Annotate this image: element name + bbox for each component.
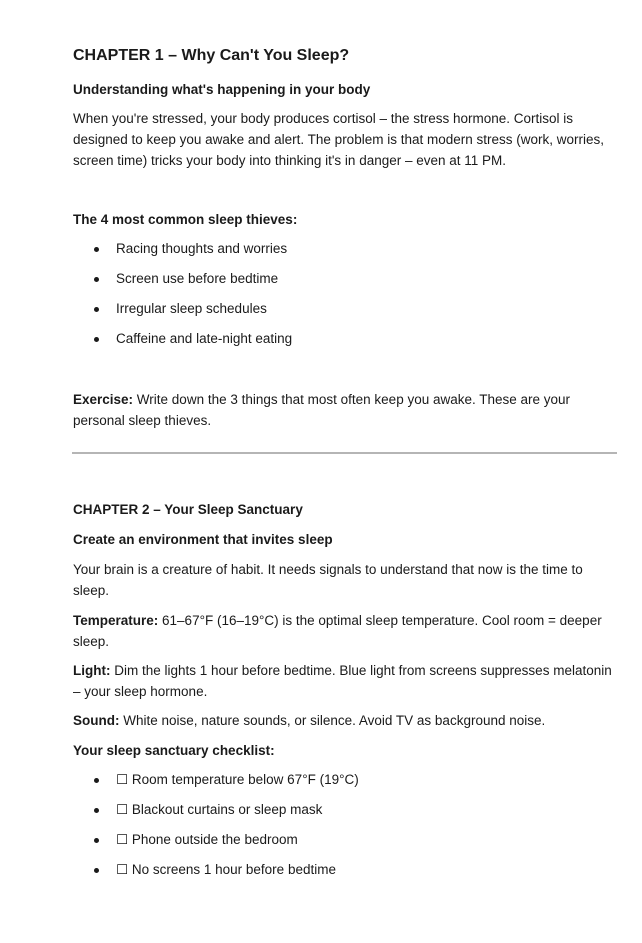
sleep-thieves-list: [73, 240, 292, 360]
light-label: Light:: [73, 663, 111, 678]
checklist-item: [73, 771, 359, 801]
temperature-paragraph: [73, 610, 621, 652]
bullet-icon: [94, 868, 99, 873]
bullet-icon: [94, 337, 99, 342]
bullet-icon: [94, 778, 99, 783]
checklist-item-text: ☐ Room temperature below 67°F (19°C): [116, 772, 359, 787]
list-item: [73, 270, 292, 300]
light-paragraph: [73, 660, 621, 702]
chapter-1-title: CHAPTER 1 – Why Can't You Sleep?: [73, 47, 350, 64]
chapter-2-subtitle: Create an environment that invites sleep: [73, 532, 333, 547]
checklist-item: [73, 861, 359, 891]
list-item-text: Irregular sleep schedules: [116, 301, 267, 316]
checklist-item-text: ☐ No screens 1 hour before bedtime: [116, 862, 336, 877]
bullet-icon: [94, 247, 99, 252]
exercise-paragraph: [73, 389, 621, 431]
exercise-label: Exercise:: [73, 392, 134, 407]
list-item-text: Racing thoughts and worries: [116, 241, 288, 256]
chapter-2-title: CHAPTER 2 – Your Sleep Sanctuary: [73, 502, 303, 517]
bullet-icon: [94, 307, 99, 312]
sound-paragraph: [73, 710, 621, 731]
sound-label: Sound:: [73, 713, 120, 728]
checklist-heading: Your sleep sanctuary checklist:: [73, 743, 275, 758]
bullet-icon: [94, 808, 99, 813]
section-divider: [72, 452, 617, 454]
temperature-text: 61–67°F (16–19°C) is the optimal sleep temperature. Cool room = deeper sleep.: [73, 613, 602, 649]
list-item: [73, 330, 292, 360]
chapter-2-intro: Your brain is a creature of habit. It needs signals to understand that now is the time to sleep.: [73, 562, 583, 598]
checklist-item: [73, 831, 359, 861]
exercise-text: Write down the 3 things that most often keep you awake. These are your personal sleep thieves.: [73, 392, 571, 428]
checklist-item-text: ☐ Blackout curtains or sleep mask: [116, 802, 323, 817]
chapter-1-subtitle: Understanding what's happening in your body: [73, 82, 371, 97]
temperature-label: Temperature:: [73, 613, 159, 628]
chapter-1-intro: When you're stressed, your body produces cortisol – the stress hormone. Cortisol is designed to keep you awake and alert. The problem is that modern stress (work, worries, screen time) tricks your body into thinking it's in danger – even at 11 PM.: [73, 111, 605, 168]
sound-text: White noise, nature sounds, or silence. Avoid TV as background noise.: [119, 713, 546, 728]
light-text: Dim the lights 1 hour before bedtime. Blue light from screens suppresses melatonin – your sleep hormone.: [73, 663, 612, 699]
list-item-text: Caffeine and late-night eating: [116, 331, 293, 346]
checklist-item-text: ☐ Phone outside the bedroom: [116, 832, 298, 847]
bullet-icon: [94, 838, 99, 843]
list-item: [73, 240, 292, 270]
sleep-thieves-heading: The 4 most common sleep thieves:: [73, 212, 298, 227]
bullet-icon: [94, 277, 99, 282]
checklist-item: [73, 801, 359, 831]
list-item-text: Screen use before bedtime: [116, 271, 279, 286]
list-item: [73, 300, 292, 330]
sanctuary-checklist: [73, 771, 359, 891]
